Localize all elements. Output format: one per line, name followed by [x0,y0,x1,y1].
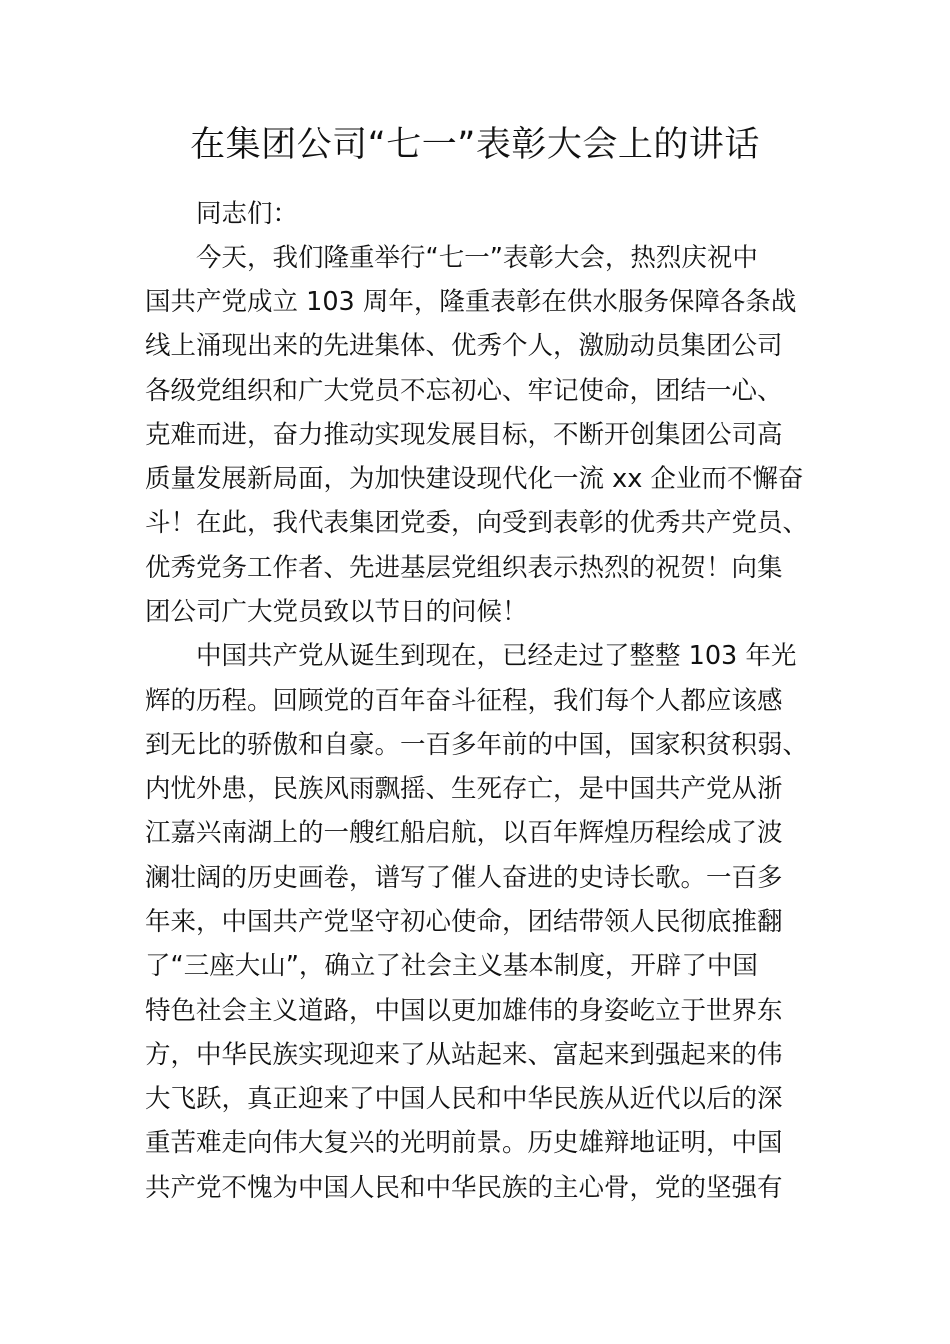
paragraph-line: 大飞跃，真正迎来了中国人民和中华民族从近代以后的深 [145,1084,783,1114]
paragraph-line: 方，中华民族实现迎来了从站起来、富起来到强起来的伟 [145,1040,783,1070]
paragraph-line: 各级党组织和广大党员不忘初心、牢记使命，团结一心、 [145,376,783,406]
document-title: 在集团公司“七一”表彰大会上的讲话 [190,125,760,165]
paragraph-line: 克难而进，奋力推动实现发展目标，不断开创集团公司高 [145,420,783,450]
paragraph-line: 澜壮阔的历史画卷，谱写了催人奋进的史诗长歌。一百多 [145,863,783,893]
paragraph-line: 共产党不愧为中国人民和中华民族的主心骨，党的坚强有 [145,1173,783,1203]
paragraph-line: 了“三座大山”，确立了社会主义基本制度，开辟了中国 [145,951,758,981]
paragraph-line: 国共产党成立 103 周年，隆重表彰在供水服务保障各条战 [145,287,797,317]
paragraph-line: 年来，中国共产党坚守初心使命，团结带领人民彻底推翻 [145,907,783,937]
paragraph-line: 辉的历程。回顾党的百年奋斗征程，我们每个人都应该感 [145,686,783,716]
paragraph-line: 质量发展新局面，为加快建设现代化一流 xx 企业而不懈奋 [145,464,804,494]
paragraph-line: 线上涌现出来的先进集体、优秀个人，激励动员集团公司 [145,331,783,361]
paragraph-line: 到无比的骄傲和自豪。一百多年前的中国，国家积贫积弱、 [145,730,809,760]
paragraph-line: 团公司广大党员致以节日的问候！ [145,597,528,627]
paragraph-line: 内忧外患，民族风雨飘摇、生死存亡，是中国共产党从浙 [145,774,783,804]
paragraph-line: 江嘉兴南湖上的一艘红船启航，以百年辉煌历程绘成了波 [145,818,783,848]
paragraph-line: 斗！在此，我代表集团党委，向受到表彰的优秀共产党员、 [145,508,809,538]
salutation-line: 同志们： [196,199,299,229]
paragraph-line: 今天，我们隆重举行“七一”表彰大会，热烈庆祝中 [196,243,758,273]
paragraph-line: 中国共产党从诞生到现在，已经走过了整整 103 年光 [196,641,797,671]
paragraph-line: 特色社会主义道路，中国以更加雄伟的身姿屹立于世界东 [145,996,783,1026]
paragraph-line: 优秀党务工作者、先进基层党组织表示热烈的祝贺！向集 [145,553,783,583]
paragraph-line: 重苦难走向伟大复兴的光明前景。历史雄辩地证明，中国 [145,1128,783,1158]
